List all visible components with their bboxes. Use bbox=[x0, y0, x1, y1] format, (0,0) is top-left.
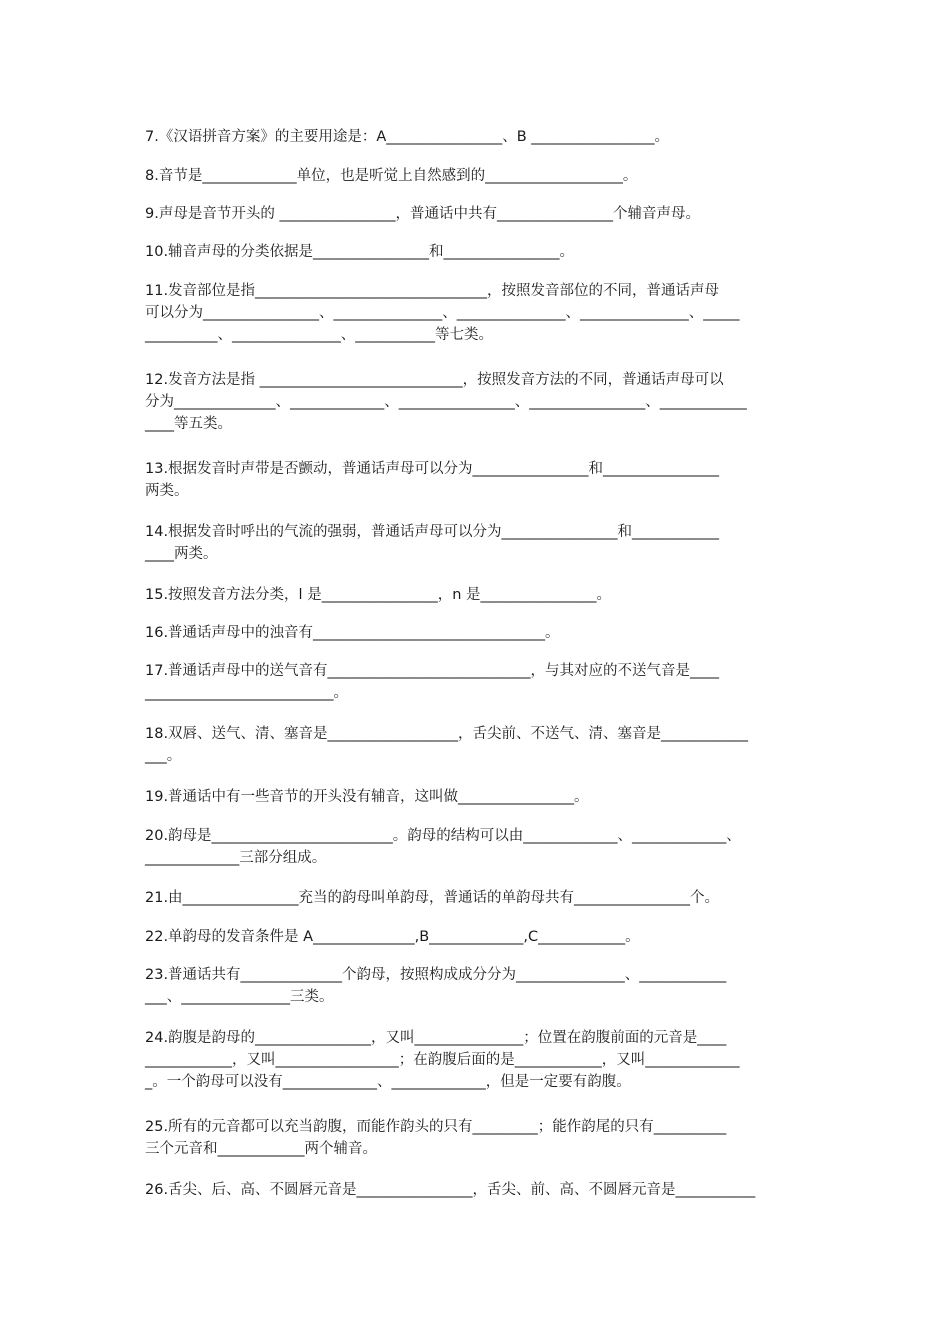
question-line: 16.普通话声母中的浊音有________________________________。 bbox=[145, 625, 560, 641]
question-25 bbox=[145, 1116, 810, 1160]
question-19 bbox=[145, 786, 810, 808]
question-line: 可以分为________________、_______________、_______________、_______________、_____ bbox=[145, 305, 740, 321]
question-line: 分为______________、_____________、________________、________________、____________ bbox=[145, 394, 747, 410]
question-15 bbox=[145, 584, 810, 606]
question-line: __________________________。 bbox=[145, 685, 348, 701]
question-line: 23.普通话共有______________个韵母，按照构成成分分为_______________、____________ bbox=[145, 967, 727, 983]
question-line: 10.辅音声母的分类依据是________________和________________。 bbox=[145, 244, 575, 260]
question-line: 17.普通话声母中的送气音有____________________________，与其对应的不送气音是____ bbox=[145, 663, 720, 679]
question-line: 15.按照发音方法分类，l 是________________，n 是________________。 bbox=[145, 587, 611, 603]
question-line: 12.发音方法是指 ____________________________，按照发音方法的不同，普通话声母可以 bbox=[145, 372, 724, 388]
question-9 bbox=[145, 203, 810, 225]
question-24 bbox=[145, 1027, 810, 1093]
question-13 bbox=[145, 458, 810, 502]
question-8 bbox=[145, 165, 810, 187]
question-26 bbox=[145, 1179, 810, 1201]
question-7 bbox=[145, 126, 810, 148]
question-line: 13.根据发音时声带是否颤动，普通话声母可以分为________________和________________ bbox=[145, 461, 720, 477]
question-line: 21.由________________充当的韵母叫单韵母，普通话的单韵母共有________________个。 bbox=[145, 890, 720, 906]
question-20 bbox=[145, 825, 810, 869]
question-23 bbox=[145, 964, 810, 1008]
question-12 bbox=[145, 369, 810, 435]
question-line: 24.韵腹是韵母的________________，又叫_______________；位置在韵腹前面的元音是____ bbox=[145, 1030, 727, 1046]
question-line: 7.《汉语拼音方案》的主要用途是：A________________、B _________________。 bbox=[145, 129, 670, 145]
question-line: __________、_______________、___________等七类。 bbox=[145, 327, 493, 343]
question-line: _____________三部分组成。 bbox=[145, 850, 327, 866]
question-line: 9.声母是音节开头的 ________________，普通话中共有________________个辅音声母。 bbox=[145, 206, 700, 222]
question-line: _。一个韵母可以没有_____________、_____________，但是一定要有韵腹。 bbox=[145, 1074, 631, 1090]
question-17 bbox=[145, 660, 810, 704]
question-10 bbox=[145, 241, 810, 263]
question-18 bbox=[145, 723, 810, 767]
question-11 bbox=[145, 280, 810, 346]
question-line: ____________，又叫_________________；在韵腹后面的是____________，又叫_____________ bbox=[145, 1052, 740, 1068]
question-line: ____等五类。 bbox=[145, 416, 232, 432]
question-line: 22.单韵母的发音条件是 A______________,B_____________,C____________。 bbox=[145, 929, 640, 945]
question-line: 8.音节是_____________单位，也是听觉上自然感到的___________________。 bbox=[145, 168, 638, 184]
question-line: 三个元音和____________两个辅音。 bbox=[145, 1141, 377, 1157]
question-line: 两类。 bbox=[145, 483, 189, 499]
question-line: ____两类。 bbox=[145, 546, 218, 562]
question-line: ___、_______________三类。 bbox=[145, 989, 334, 1005]
question-line: 18.双唇、送气、清、塞音是__________________，舌尖前、不送气、清、塞音是____________ bbox=[145, 726, 749, 742]
question-line: 20.韵母是_________________________。韵母的结构可以由_____________、_____________、 bbox=[145, 828, 741, 844]
question-line: 14.根据发音时呼出的气流的强弱，普通话声母可以分为________________和____________ bbox=[145, 524, 720, 540]
question-14 bbox=[145, 521, 810, 565]
question-line: 19.普通话中有一些音节的开头没有辅音，这叫做________________。 bbox=[145, 789, 589, 805]
question-line: 26.舌尖、后、高、不圆唇元音是________________，舌尖、前、高、不圆唇元音是___________ bbox=[145, 1182, 756, 1198]
question-16 bbox=[145, 622, 810, 644]
question-22 bbox=[145, 926, 810, 948]
question-line: 25.所有的元音都可以充当韵腹，而能作韵头的只有_________；能作韵尾的只有__________ bbox=[145, 1119, 727, 1135]
question-line: 11.发音部位是指________________________________，按照发音部位的不同，普通话声母 bbox=[145, 283, 720, 299]
question-21 bbox=[145, 887, 810, 909]
question-line: ___。 bbox=[145, 748, 182, 764]
